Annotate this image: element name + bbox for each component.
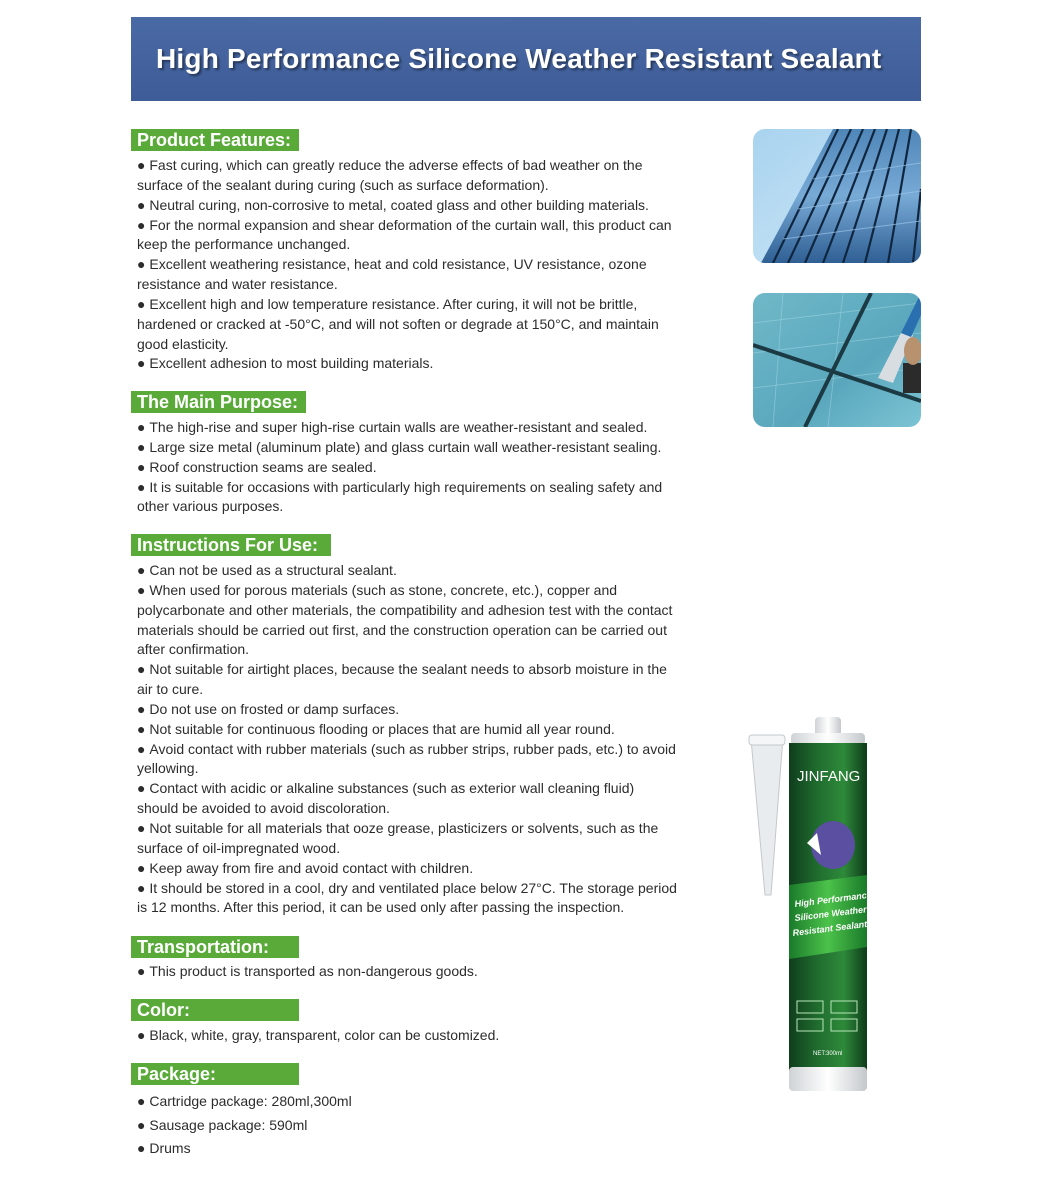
- list-item: ● It should be stored in a cool, dry and ventilated place below 27°C. The storage period is 12 months. After this period, it can be used only after passing the inspection.: [137, 879, 677, 919]
- list-item: ● The high-rise and super high-rise curtain walls are weather-resistant and sealed.: [137, 418, 677, 438]
- curtain-wall-photo: [753, 129, 921, 263]
- features-list: [137, 156, 677, 374]
- list-item: ● It is suitable for occasions with particularly high requirements on sealing safety and other various purposes.: [137, 478, 677, 518]
- color-list: [137, 1026, 677, 1046]
- tube-label-line-3: Resistant Sealant: [792, 918, 868, 938]
- package-list: [137, 1090, 677, 1161]
- tube-label-line-1: High Performance: [794, 889, 873, 909]
- list-item: ● Can not be used as a structural sealant.: [137, 561, 677, 581]
- product-tube-image: [745, 715, 875, 1095]
- list-item: ● Excellent weathering resistance, heat and cold resistance, UV resistance, ozone resistance and water resistance.: [137, 255, 677, 295]
- title-banner: [131, 17, 921, 101]
- list-item: ● Neutral curing, non-corrosive to metal, coated glass and other building materials.: [137, 196, 677, 216]
- list-item: ● Black, white, gray, transparent, color can be customized.: [137, 1026, 677, 1046]
- list-item: ● Roof construction seams are sealed.: [137, 458, 677, 478]
- list-item: ● Excellent high and low temperature resistance. After curing, it will not be brittle, hardened or cracked at -50°C, and will not soften or degrade at 150°C, and maintain good elasticity.: [137, 295, 677, 355]
- transportation-list: [137, 962, 677, 982]
- package-heading: Package:: [131, 1063, 299, 1085]
- list-item: ● Drums: [137, 1137, 677, 1161]
- list-item: ● For the normal expansion and shear deformation of the curtain wall, this product can keep the performance unchanged.: [137, 216, 677, 256]
- list-item: ● Large size metal (aluminum plate) and glass curtain wall weather-resistant sealing.: [137, 438, 677, 458]
- list-item: ● Sausage package: 590ml: [137, 1114, 677, 1138]
- transportation-heading: Transportation:: [131, 936, 299, 958]
- sealant-application-photo: [753, 293, 921, 427]
- list-item: ● Fast curing, which can greatly reduce the adverse effects of bad weather on the surface of the sealant during curing (such as surface deformation).: [137, 156, 677, 196]
- list-item: ● Cartridge package: 280ml,300ml: [137, 1090, 677, 1114]
- page-title: High Performance Silicone Weather Resistant Sealant: [156, 43, 882, 74]
- tube-brand: JINFANG: [797, 768, 861, 785]
- instructions-list: [137, 561, 677, 918]
- features-heading: Product Features:: [131, 129, 299, 151]
- purpose-list: [137, 418, 677, 517]
- tube-net-volume: NET:300ml: [813, 1051, 843, 1057]
- list-item: ● Avoid contact with rubber materials (such as rubber strips, rubber pads, etc.) to avoid yellowing.: [137, 740, 677, 780]
- list-item: ● When used for porous materials (such as stone, concrete, etc.), copper and polycarbonate and other materials, the compatibility and adhesion test with the contact materials should be carried out first, and the construction operation can be carried out after confirmation.: [137, 581, 677, 660]
- tube-label-line-2: Silicone Weather: [794, 904, 868, 923]
- list-item: ● Do not use on frosted or damp surfaces.: [137, 700, 677, 720]
- list-item: ● This product is transported as non-dangerous goods.: [137, 962, 677, 982]
- instructions-heading: Instructions For Use:: [131, 534, 331, 556]
- list-item: ● Keep away from fire and avoid contact with children.: [137, 859, 677, 879]
- purpose-heading: The Main Purpose:: [131, 391, 306, 413]
- color-heading: Color:: [131, 999, 299, 1021]
- list-item: ● Contact with acidic or alkaline substances (such as exterior wall cleaning fluid) should be avoided to avoid discoloration.: [137, 779, 677, 819]
- list-item: ● Excellent adhesion to most building materials.: [137, 354, 677, 374]
- list-item: ● Not suitable for continuous flooding or places that are humid all year round.: [137, 720, 677, 740]
- list-item: ● Not suitable for airtight places, because the sealant needs to absorb moisture in the air to cure.: [137, 660, 677, 700]
- list-item: ● Not suitable for all materials that ooze grease, plasticizers or solvents, such as the surface of oil-impregnated wood.: [137, 819, 677, 859]
